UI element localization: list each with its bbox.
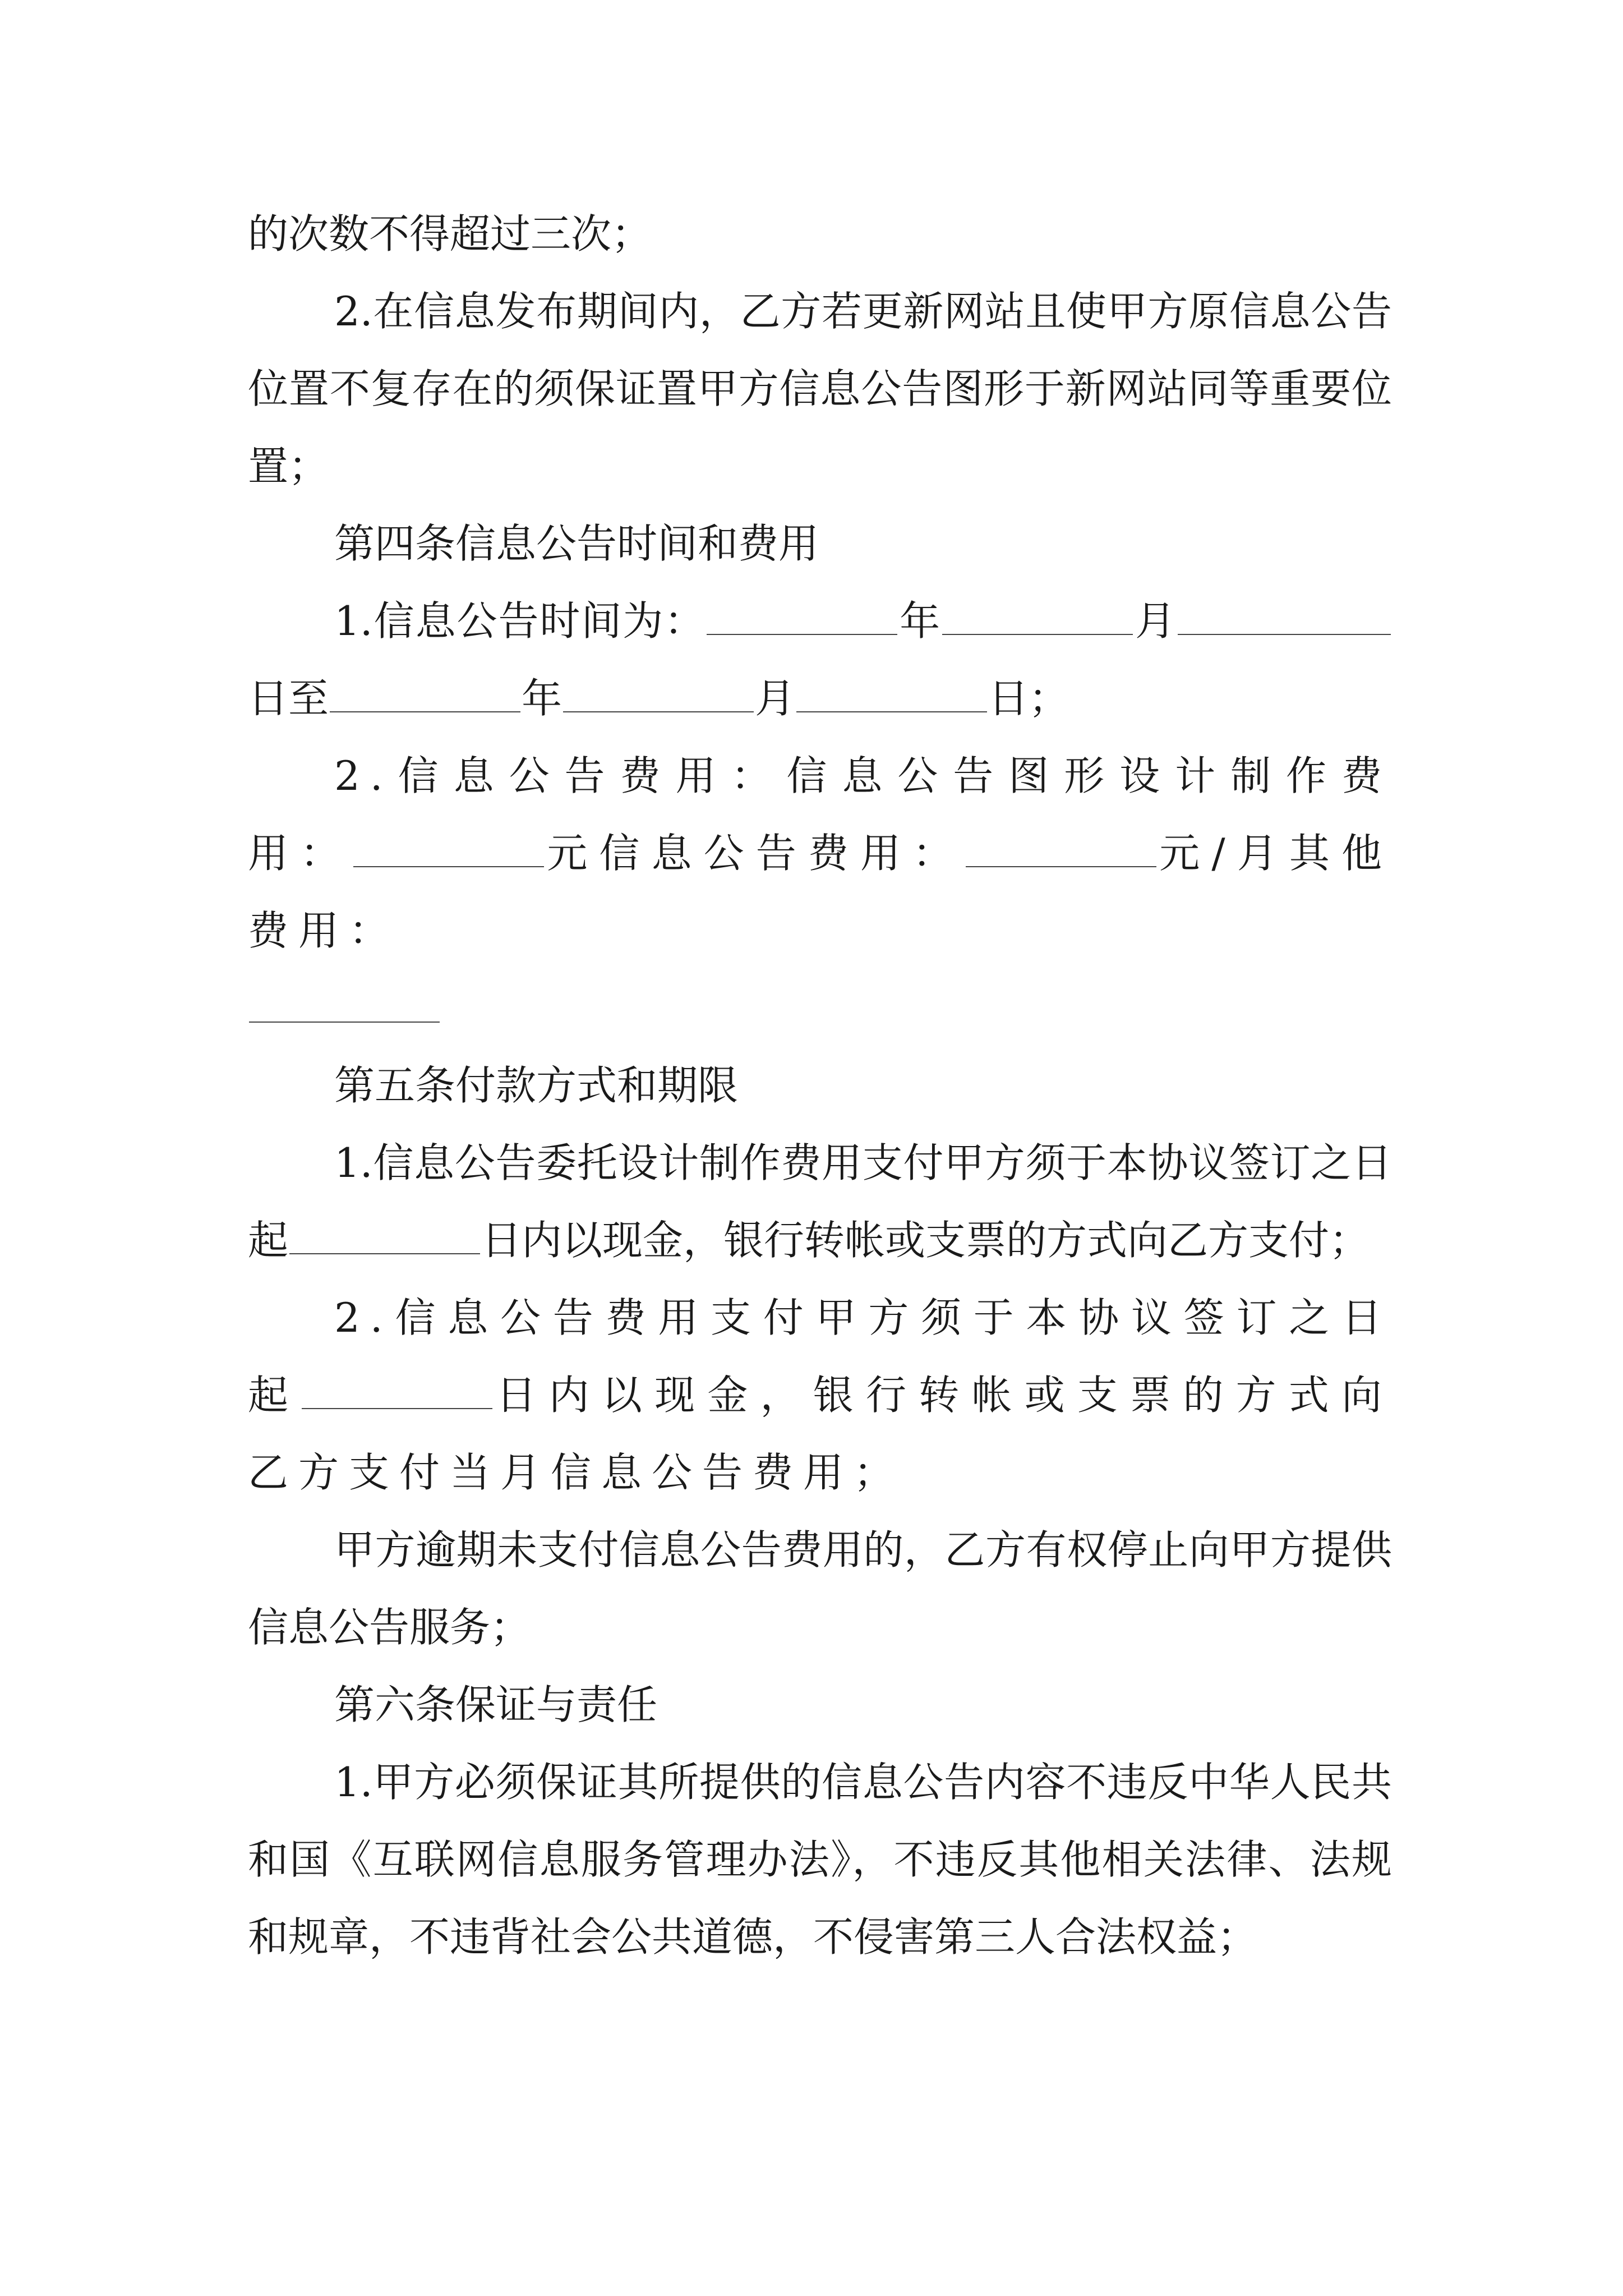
paragraph-clause-4-2	[248, 737, 1392, 969]
blank-field	[1178, 633, 1391, 635]
month-label: 月	[1134, 597, 1177, 645]
paragraph-overdue: 甲方逾期未支付信息公告费用的，乙方有权停止向甲方提供信息公告服务；	[248, 1526, 1392, 1651]
paragraph-clause-4-1	[248, 582, 1392, 737]
year-label: 年	[522, 675, 562, 722]
clause-5-1-text: 1.信息公告委托设计制作费用支付甲方须于本协议签订之日起	[248, 1139, 1392, 1264]
paragraph-clause-5-2	[248, 1279, 1392, 1511]
year-label: 年	[898, 597, 942, 645]
blank-field	[353, 866, 544, 867]
day-to-label: 日至	[248, 675, 329, 722]
blank-line	[248, 969, 1392, 1047]
blank-field	[249, 1021, 440, 1023]
blank-field	[302, 1407, 492, 1409]
article-6-heading: 第六条保证与责任	[334, 1681, 658, 1728]
clause-5-2-text: 2.信息公告费用支付甲方须于本协议签订之日起	[248, 1294, 1392, 1419]
month-label: 月	[755, 675, 796, 722]
article-4-heading: 第四条信息公告时间和费用	[334, 520, 819, 567]
blank-field	[289, 1253, 480, 1254]
article-5-heading: 第五条付款方式和期限	[334, 1062, 739, 1109]
document-page	[248, 195, 1392, 1976]
paragraph-clause-3-2: 2.在信息发布期间内，乙方若更新网站且使甲方原信息公告位置不复存在的须保证置甲方信息公告图形于新网站同等重要位置；	[248, 288, 1392, 490]
blank-field	[966, 866, 1156, 867]
paragraph-clause-5-1	[248, 1124, 1392, 1279]
clause-4-2-text: 2.信息公告费用：信息公告图形设计制作费用：	[248, 752, 1392, 877]
paragraph-continuation: 的次数不得超过三次；	[248, 210, 652, 257]
clause-5-1-rest: 日内以现金，银行转帐或支票的方式向乙方支付；	[481, 1217, 1370, 1264]
paragraph-clause-6-1: 1.甲方必须保证其所提供的信息公告内容不违反中华人民共和国《互联网信息服务管理办法》，不违反其他相关法律、法规和规章，不违背社会公共道德，不侵害第三人合法权益；	[248, 1759, 1392, 1961]
fee-label: 元信息公告费用：	[545, 830, 965, 877]
blank-field	[563, 711, 754, 712]
blank-field	[330, 711, 520, 712]
other-fee-label: 元/月其他费用：	[248, 830, 1392, 954]
blank-field	[942, 633, 1133, 635]
blank-field	[707, 633, 897, 635]
clause-5-2-rest: 日内以现金，银行转帐或支票的方式向乙方支付当月信息公告费用；	[248, 1372, 1392, 1496]
day-label: 日；	[988, 675, 1069, 722]
blank-field	[796, 711, 987, 712]
clause-4-1-text: 1.信息公告时间为：	[334, 597, 706, 645]
